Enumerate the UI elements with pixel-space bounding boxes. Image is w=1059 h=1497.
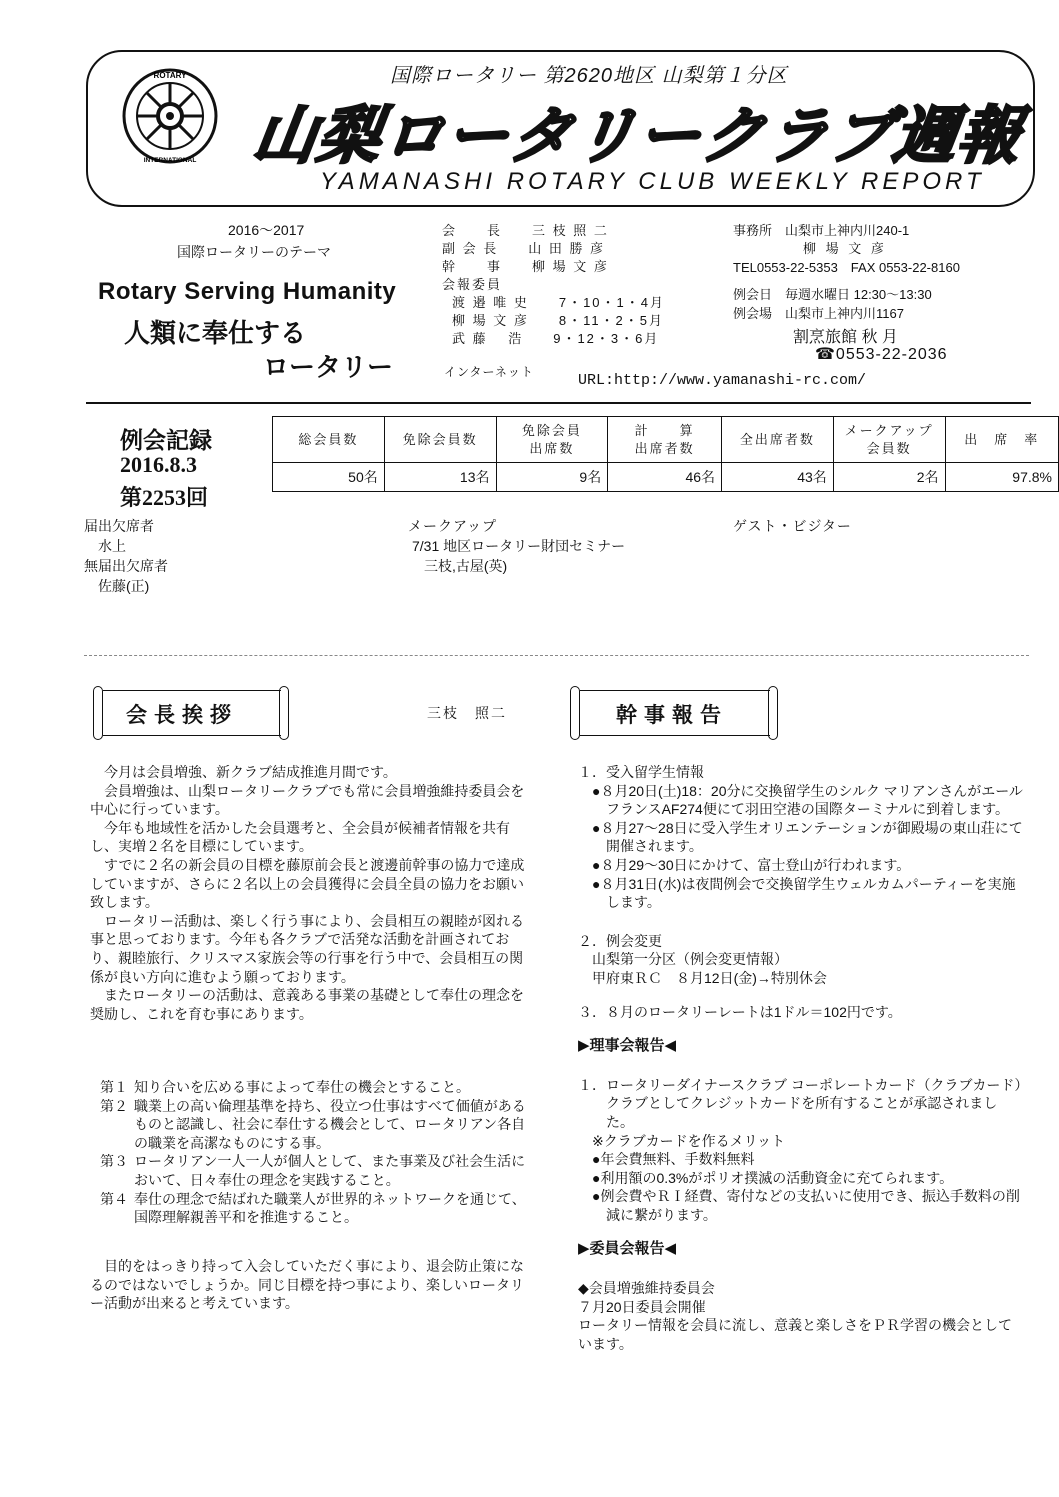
object-text: 職業上の高い倫理基準を持ち、役立つ仕事はすべて価値があるものと認識し、社会に奉仕する機会として、ロータリアン各自の職業を高潔なものにする事。 <box>134 1097 526 1151</box>
unexcused-names: 佐藤(正) <box>98 578 150 594</box>
makeup-label: メークアップ <box>408 518 498 534</box>
section-scroll-left <box>93 686 103 740</box>
logo-text-bottom: INTERNATIONAL <box>143 157 197 164</box>
website-url: URL:http://www.yamanashi-rc.com/ <box>578 372 867 389</box>
divider <box>86 402 1031 404</box>
theme-japanese-line2: ロータリー <box>263 352 394 382</box>
table-cell: 97.8% <box>945 463 1059 492</box>
venue-name: 割烹旅館 秋 月 <box>793 329 898 346</box>
table-cell: 46名 <box>608 463 722 492</box>
meeting-record-number: 第2253回 <box>120 485 209 510</box>
section-scroll-right <box>768 686 778 740</box>
paragraph: またロータリーの活動は、意義ある事業の基礎として奉仕の理念を奨励し、これを育む事にあります。 <box>90 987 524 1022</box>
meeting-record-date: 2016.8.3 <box>120 452 197 477</box>
attendance-table <box>272 416 1059 492</box>
object-number: 第４ <box>100 1190 128 1207</box>
object-text: 奉仕の理念で結ばれた職業人が世界的ネットワークを通じて、国際理解親善平和を推進すること。 <box>134 1190 526 1226</box>
committee-member: 武 藤 浩 9・12・3・6月 <box>452 331 660 346</box>
object-number: 第３ <box>100 1153 128 1170</box>
committee-member: 渡 邉 唯 史 7・10・1・4月 <box>452 295 665 310</box>
table-header: 出 席 率 <box>945 417 1059 463</box>
report-item-title: ２．例会変更 <box>578 932 662 949</box>
excused-label: 届出欠席者 <box>84 518 154 534</box>
table-cell: 43名 <box>722 463 834 492</box>
committee-name: ◆会員増強維持委員会 <box>578 1280 715 1297</box>
table-cell: 2名 <box>833 463 945 492</box>
paragraph: 会員増強は、山梨ロータリークラブでも常に会員増強維持委員会を中心に行っています。 <box>90 782 525 818</box>
bullet-item: ●年会費無料、手数料無料 <box>592 1151 755 1168</box>
secretary-section-title: 幹事報告 <box>616 704 728 727</box>
object-text: 知り合いを広める事によって奉仕の機会とすること。 <box>134 1079 470 1095</box>
bullet-item: ●８月29～30日にかけて、富士登山が行われます。 <box>592 856 911 873</box>
president-section-title: 会長挨拶 <box>126 704 238 727</box>
board-item: １．ロータリーダイナースクラブ コーポレートカード（クラブカード）クラブとしてクレジットカードを所有することが承認されました。 <box>578 1076 1022 1130</box>
president-author: 三枝 照二 <box>427 705 507 721</box>
object-item <box>100 1078 530 1097</box>
unexcused-label: 無届出欠席者 <box>84 558 168 574</box>
committee-report-heading: ▶委員会報告◀ <box>578 1240 677 1258</box>
meeting-day: 例会日 毎週水曜日 12:30～13:30 <box>733 287 932 302</box>
report-line: 甲府東ＲＣ ８月12日(金)→特別休会 <box>592 969 827 986</box>
report-item: ３．８月のロータリーレートは1ドル＝102円です。 <box>578 1003 902 1020</box>
theme-english: Rotary Serving Humanity <box>98 278 397 305</box>
bullet-item: ●８月31日(水)は夜間例会で交換留学生ウェルカムパーティーを実施します。 <box>592 875 1016 911</box>
table-cell: 13名 <box>384 463 496 492</box>
office-address: 事務所 山梨市上神内川240-1 <box>733 223 910 238</box>
object-text: ロータリアン一人一人が個人として、また事業及び社会生活において、日々奉仕の理念を実践すること。 <box>134 1153 526 1188</box>
section-scroll-right <box>279 686 289 740</box>
secretary-report <box>578 763 1023 1353</box>
object-item <box>100 1097 530 1153</box>
officer-secretary: 幹 事 柳 場 文 彦 <box>442 259 609 274</box>
president-closing: 目的をはっきり持って入会していただく事により、退会防止策になるのではないでしょうか。同じ目標を持つ事により、楽しいロータリー活動が出来ると考えています。 <box>90 1258 524 1312</box>
meeting-record-title: 例会記録 <box>120 428 212 453</box>
object-item <box>100 1152 530 1189</box>
divider <box>84 655 1029 656</box>
bullet-item: ●利用額の0.3%がポリオ撲滅の活動資金に充てられます。 <box>592 1169 954 1186</box>
committee-text: ロータリー情報を会員に流し、意義と楽しさをＰＲ学習の機会としています。 <box>578 1317 1012 1352</box>
excused-names: 水上 <box>98 538 126 554</box>
theme-label: 国際ロータリーのテーマ <box>177 244 331 260</box>
table-header: 計 算 出席者数 <box>608 417 722 463</box>
table-header: メークアップ 会員数 <box>833 417 945 463</box>
paragraph: 今年も地域性を活かした会員選考と、全会員が候補者情報を共有し、実増２名を目標にしています。 <box>90 819 510 855</box>
attendance-value-row <box>273 463 1059 492</box>
committee-date: ７月20日委員会開催 <box>578 1298 706 1315</box>
rotary-wheel-icon <box>120 66 220 166</box>
report-line: 山梨第一分区（例会変更情報） <box>592 951 788 968</box>
board-merit-label: ※クラブカードを作るメリット <box>592 1132 786 1149</box>
venue-phone: ☎0553-22-2036 <box>815 346 948 363</box>
internet-label: インターネット <box>444 365 534 379</box>
bullet-item: ●８月27～28日に受入学生オリエンテーションが御殿場の東山荘にて開催されます。 <box>592 819 1023 855</box>
object-of-rotary-list <box>100 1078 530 1227</box>
object-number: 第２ <box>100 1097 128 1114</box>
makeup-event: 7/31 地区ロータリー財団セミナー <box>412 538 626 554</box>
office-manager: 柳 場 文 彦 <box>803 241 887 256</box>
committee-label: 会報委員 <box>442 277 503 292</box>
paragraph: ロータリー活動は、楽しく行う事により、会員相互の親睦が図れる事と思っております。今年も各クラブで活発な活動を計画されており、親睦旅行、クリスマス家族会等の行事を行う中で、会員相互の関係が良い方向に進むよう願っております。 <box>90 912 524 985</box>
object-number: 第１ <box>100 1079 128 1095</box>
theme-japanese-line1: 人類に奉仕する <box>124 318 307 348</box>
officer-president: 会 長 三 枝 照 二 <box>442 223 609 238</box>
table-header: 免除会員 出席数 <box>496 417 608 463</box>
bullet-list <box>592 782 1023 912</box>
meeting-place: 例会場 山梨市上神内川1167 <box>733 306 904 321</box>
section-scroll-left <box>570 686 580 740</box>
bullet-item: ●８月20日(土)18：20分に交換留学生のシルク マリアンさんがエールフランスAF274便にて羽田空港の国際ターミナルに到着します。 <box>592 782 1023 818</box>
paragraph: すでに２名の新会員の目標を藤原前会長と渡邊前幹事の協力で達成していますが、さらに２名以上の会員獲得に会員全員の協力をお願い致します。 <box>90 856 525 911</box>
committee-member: 柳 場 文 彦 8・11・2・5月 <box>452 313 665 328</box>
table-header: 全出席者数 <box>722 417 834 463</box>
table-cell: 50名 <box>273 463 385 492</box>
bullet-list <box>592 1150 1023 1224</box>
report-item-title: １．受入留学生情報 <box>578 764 704 780</box>
officer-vice-president: 副 会 長 山 田 勝 彦 <box>442 241 606 256</box>
board-report-heading: ▶理事会報告◀ <box>578 1037 677 1055</box>
object-item <box>100 1190 530 1227</box>
paragraph: 今月は会員増強、新クラブ結成推進月間です。 <box>90 764 397 780</box>
logo-text-top: ROTARY <box>153 71 187 80</box>
makeup-names: 三枝,古屋(英) <box>424 558 508 574</box>
table-header: 免除会員数 <box>384 417 496 463</box>
table-cell: 9名 <box>496 463 608 492</box>
president-message <box>90 763 530 1023</box>
newsletter-subtitle: YAMANASHI ROTARY CLUB WEEKLY REPORT <box>320 168 985 195</box>
district-line: 国際ロータリー 第2620地区 山梨第１分区 <box>390 65 788 87</box>
newsletter-title: 山梨ロータリークラブ週報 <box>249 99 1028 172</box>
table-header: 総会員数 <box>273 417 385 463</box>
theme-year: 2016～2017 <box>228 222 305 238</box>
office-phone: TEL0553-22-5353 FAX 0553-22-8160 <box>733 260 960 275</box>
attendance-header-row <box>273 417 1059 463</box>
bullet-item: ●例会費やＲＩ経費、寄付などの支払いに使用でき、振込手数料の削減に繋がります。 <box>592 1188 1020 1223</box>
guest-label: ゲスト・ビジター <box>733 518 852 534</box>
